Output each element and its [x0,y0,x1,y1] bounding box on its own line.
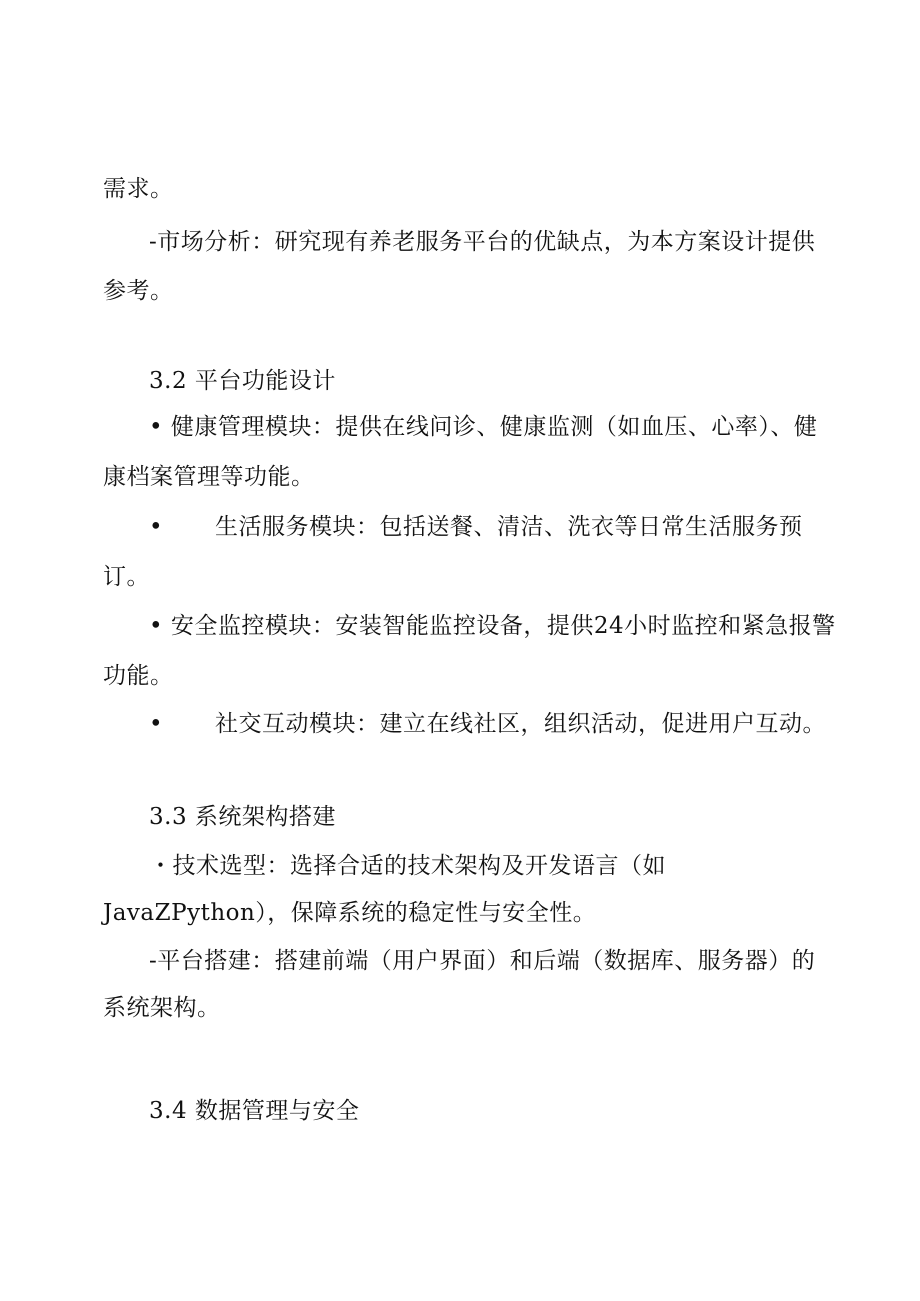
bullet-icon: • [149,711,164,737]
bullet-item: 社交互动模块：建立在线社区，组织活动，促进用户互动。 [215,711,826,737]
text-line: -市场分析：研究现有养老服务平台的优缺点，为本方案设计提供 [149,229,816,255]
text-line: 功能。 [103,663,174,689]
bullet-item: • 健康管理模块：提供在线问诊、健康监测（如血压、心率）、健 [149,414,818,440]
section-heading: 3.4 数据管理与安全 [149,1098,360,1124]
text-line: JavaZPython），保障系统的稳定性与安全性。 [103,900,597,926]
bullet-item: 生活服务模块：包括送餐、清洁、洗衣等日常生活服务预 [215,514,803,540]
bullet-icon: • [149,514,164,540]
section-heading: 3.2 平台功能设计 [149,368,336,394]
text-line: 参考。 [103,278,174,304]
section-heading: 3.3 系统架构搭建 [149,804,336,830]
bullet-item: • 安全监控模块：安装智能监控设备，提供24小时监控和紧急报警 [149,613,836,639]
text-line: -平台搭建：搭建前端（用户界面）和后端（数据库、服务器）的 [149,948,816,974]
text-line: 康档案管理等功能。 [103,464,315,490]
text-line: 需求。 [103,176,174,202]
text-line: 订。 [103,564,150,590]
bullet-item: ・技术选型：选择合适的技术架构及开发语言（如 [149,853,666,879]
text-line: 系统架构。 [103,995,221,1021]
